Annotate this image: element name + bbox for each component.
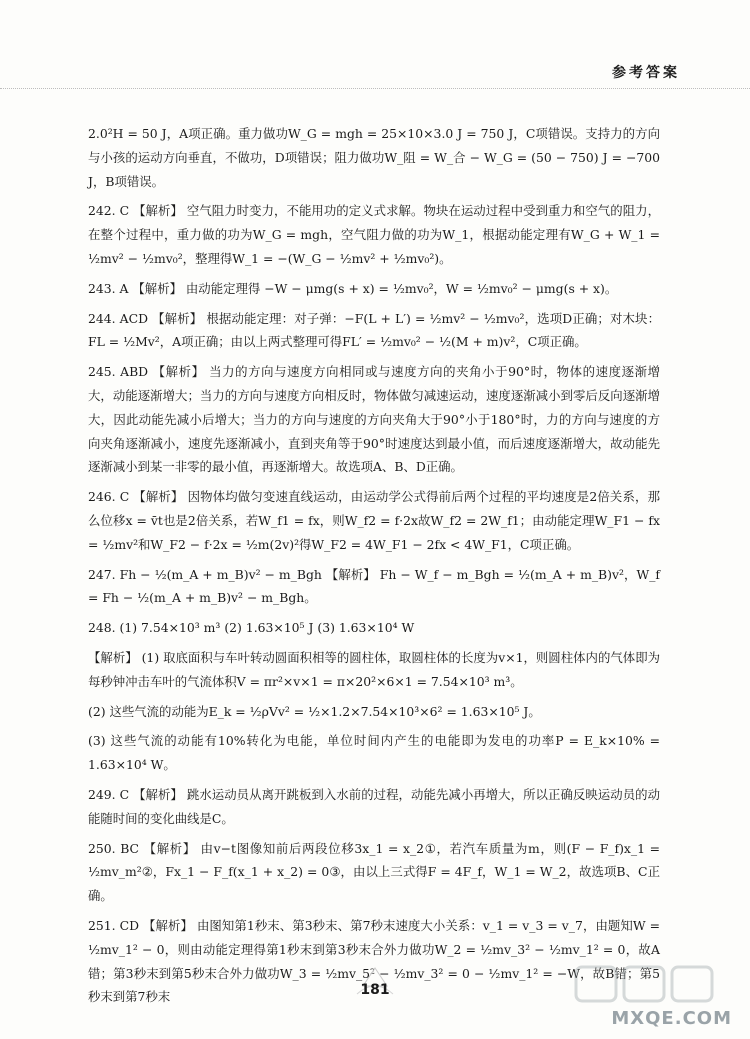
answer-250: 250. BC 【解析】 由v−t图像知前后两段位移3x_1 = x_2①，若汽车质量为m，则(F − F_f)x_1 = ½mv_m²②，Fx_1 − F_f(x_1 + x_2) = 0③，由以上三式得F = 4F_f，W_1 = W_2，故选项B、C正确。 bbox=[88, 840, 660, 904]
page-number: 181 bbox=[360, 982, 390, 998]
answer-246: 246. C 【解析】 因物体均做匀变速直线运动，由运动学公式得前后两个过程的平均速度是2倍关系，那么位移x = v̄t也是2倍关系，若W_f1 = fx，则W_f2 = f·2x故W_f2 = 2W_f1；由动能定理W_F1 − fx = ½mv²和W_F2 − f·2x = ½m(2v)²得W_F2 = 4W_F1 − 2fx < 4W_F1，C项正确。 bbox=[88, 489, 660, 552]
answer-245: 245. ABD 【解析】 当力的方向与速度方向相同或与速度方向的夹角小于90°时，物体的速度逐渐增大，动能逐渐增大；当力的方向与速度方向相反时，物体做匀减速运动，速度逐渐减小到零后反向逐渐增大，因此动能先减小后增大；当力的方向与速度的方向夹角大于90°小于180°时，力的方向与速度的方向夹角逐渐减小，速度先逐渐减小，直到夹角等于90°时速度达到最小值，而后速度逐渐增大，故动能先逐渐减小到某一非零的最小值，再逐渐增大。故选项A、B、D正确。 bbox=[88, 364, 660, 475]
answer-247: 247. Fh − ½(m_A + m_B)v² − m_Bgh 【解析】 Fh − W_f − m_Bgh = ½(m_A + m_B)v²，W_f = Fh − ½(m_A + m_B)v² − m_Bgh。 bbox=[88, 566, 660, 606]
answer-248-analysis-3: (3) 这些气流的动能有10%转化为电能，单位时间内产生的电能即为发电的功率P = E_k×10% = 1.63×10⁴ W。 bbox=[88, 733, 660, 773]
answer-241-continuation: 2.0²H = 50 J，A项正确。重力做功W_G = mgh = 25×10×3.0 J = 750 J，C项错误。支持力的方向与小孩的运动方向垂直，不做功，D项错误；阻力做功W_阻 = W_合 − W_G = (50 − 750) J = −700 J，B项错误。 bbox=[88, 126, 660, 189]
watermark-text: MXQE.COM bbox=[611, 1008, 732, 1029]
answer-248-analysis-1: 【解析】 (1) 取底面积与车叶转动圆面积相等的圆柱体，取圆柱体的长度为v×1，则圆柱体内的气体即为每秒钟冲击车叶的气流体积V = πr²×v×1 = π×20²×6×1 = 7.54×10³ m³。 bbox=[88, 649, 660, 689]
header-divider bbox=[0, 88, 750, 89]
section-title: 参考答案 bbox=[612, 65, 680, 81]
answer-248: 248. (1) 7.54×10³ m³ (2) 1.63×10⁵ J (3) 1.63×10⁴ W bbox=[88, 620, 415, 636]
answer-248-analysis-2: (2) 这些气流的动能为E_k = ½ρVv² = ½×1.2×7.54×10³×6² = 1.63×10⁵ J。 bbox=[88, 703, 541, 719]
answer-242: 242. C 【解析】 空气阻力时变力，不能用功的定义式求解。物块在运动过程中受到重力和空气的阻力，在整个过程中，重力做的功为W_G = mgh，空气阻力做的功为W_1，根据动能定理有W_G + W_1 = ½mv² − ½mv₀²，整理得W_1 = −(W_G − ½mv² + ½mv₀²)。 bbox=[88, 203, 660, 266]
answer-243: 243. A 【解析】 由动能定理得 −W − μmg(s + x) = ½mv₀²，W = ½mv₀² − μmg(s + x)。 bbox=[88, 280, 618, 296]
answer-244: 244. ACD 【解析】 根据动能定理：对子弹：−F(L + L′) = ½mv² − ½mv₀²，选项D正确；对木块：FL = ½Mv²，A项正确；由以上两式整理可得FL′ = ½mv₀² − ½(M + m)v²，C项正确。 bbox=[88, 310, 660, 350]
answer-251: 251. CD 【解析】 由图知第1秒末、第3秒末、第7秒末速度大小关系：v_1 = v_3 = v_7，由题知W = ½mv_1² − 0，则由动能定理得第1秒末到第3秒末合外力做功W_2 = ½mv_3² − ½mv_1² = 0，故A错；第3秒末到第5秒末合外力做功W_3 = ½mv_5² − ½mv_3² = 0 − ½mv_1² = −W，故B错；第5秒末到第7秒末 bbox=[88, 917, 660, 1005]
page-header bbox=[0, 62, 750, 92]
answer-249: 249. C 【解析】 跳水运动员从离开跳板到入水前的过程，动能先减小再增大，所以正确反映运动员的动能随时间的变化曲线是C。 bbox=[88, 786, 660, 826]
answer-content bbox=[88, 122, 660, 1015]
